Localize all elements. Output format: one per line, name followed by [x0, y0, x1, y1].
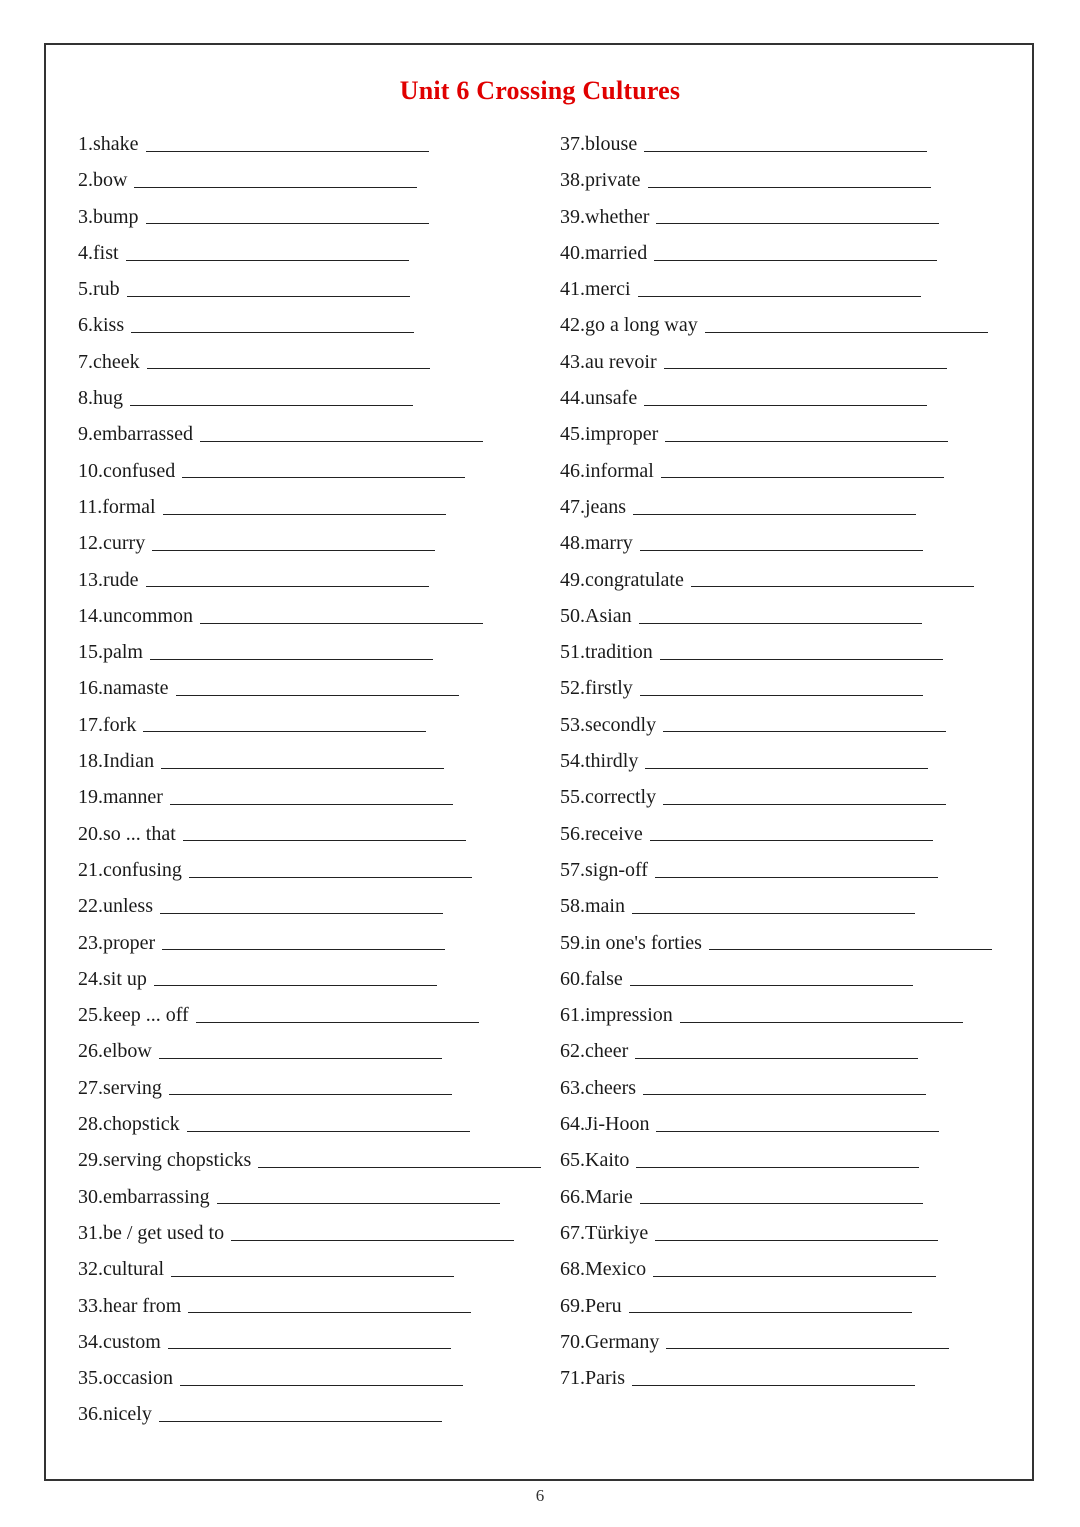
vocabulary-term: 61.impression: [560, 1004, 673, 1027]
vocabulary-item: [78, 779, 541, 815]
vocabulary-term: 64.Ji-Hoon: [560, 1113, 650, 1136]
answer-blank-line[interactable]: [126, 238, 409, 261]
vocabulary-item: [78, 162, 541, 198]
answer-blank-line[interactable]: [644, 383, 927, 406]
vocabulary-term: 68.Mexico: [560, 1258, 647, 1281]
answer-blank-line[interactable]: [680, 1000, 963, 1023]
vocabulary-term: 8.hug: [78, 387, 123, 410]
answer-blank-line[interactable]: [180, 1363, 463, 1386]
vocabulary-item: [560, 1142, 992, 1178]
answer-blank-line[interactable]: [196, 1000, 479, 1023]
vocabulary-item: [560, 380, 992, 416]
vocabulary-item: [560, 670, 992, 706]
vocabulary-item: [560, 961, 992, 997]
vocabulary-term: 31.be / get used to: [78, 1221, 225, 1244]
answer-blank-line[interactable]: [629, 1290, 912, 1313]
vocabulary-term: 11.formal: [78, 495, 156, 518]
answer-blank-line[interactable]: [663, 782, 946, 805]
vocabulary-item: [560, 525, 992, 561]
vocabulary-item: [560, 1179, 992, 1215]
vocabulary-item: [78, 1142, 541, 1178]
vocabulary-column-right: [560, 126, 992, 1396]
answer-blank-line[interactable]: [130, 383, 413, 406]
answer-blank-line[interactable]: [143, 709, 426, 732]
vocabulary-term: 1.shake: [78, 133, 139, 155]
vocabulary-item: [560, 1033, 992, 1069]
answer-blank-line[interactable]: [643, 1072, 926, 1095]
answer-blank-line[interactable]: [161, 746, 444, 769]
vocabulary-item: [560, 1251, 992, 1287]
vocabulary-item: [78, 344, 541, 380]
answer-blank-line[interactable]: [182, 455, 465, 478]
vocabulary-term: 45.improper: [560, 423, 659, 446]
vocabulary-term: 70.Germany: [560, 1330, 660, 1353]
vocabulary-item: [560, 634, 992, 670]
vocabulary-term: 71.Paris: [560, 1367, 625, 1390]
answer-blank-line[interactable]: [654, 238, 937, 261]
vocabulary-item: [560, 997, 992, 1033]
answer-blank-line[interactable]: [645, 746, 928, 769]
vocabulary-item: [78, 1251, 541, 1287]
vocabulary-item: [78, 380, 541, 416]
answer-blank-line[interactable]: [630, 963, 913, 986]
vocabulary-item: [78, 743, 541, 779]
vocabulary-item: [560, 1360, 992, 1396]
answer-blank-line[interactable]: [660, 637, 943, 660]
vocabulary-item: [78, 416, 541, 452]
vocabulary-term: 18.Indian: [78, 750, 155, 773]
vocabulary-term: 2.bow: [78, 169, 128, 192]
vocabulary-item: [560, 743, 992, 779]
answer-blank-line[interactable]: [154, 963, 437, 986]
vocabulary-term: 44.unsafe: [560, 387, 638, 410]
vocabulary-item: [78, 1179, 541, 1215]
vocabulary-term: 34.custom: [78, 1330, 161, 1353]
answer-blank-line[interactable]: [640, 528, 923, 551]
vocabulary-item: [78, 997, 541, 1033]
vocabulary-term: 60.false: [560, 967, 623, 990]
vocabulary-term: 7.cheek: [78, 350, 140, 373]
vocabulary-term: 69.Peru: [560, 1294, 622, 1317]
answer-blank-line[interactable]: [636, 1145, 919, 1168]
vocabulary-term: 67.Türkiye: [560, 1221, 649, 1244]
answer-blank-line[interactable]: [640, 1181, 923, 1204]
vocabulary-item: [78, 816, 541, 852]
vocabulary-term: 63.cheers: [560, 1076, 637, 1099]
answer-blank-line[interactable]: [162, 927, 445, 950]
vocabulary-item: [560, 271, 992, 307]
worksheet-title: Unit 6 Crossing Cultures: [399, 76, 681, 105]
vocabulary-item: [78, 271, 541, 307]
vocabulary-item: [78, 1215, 541, 1251]
vocabulary-item: [78, 562, 541, 598]
vocabulary-term: 14.uncommon: [78, 604, 193, 627]
answer-blank-line[interactable]: [150, 637, 433, 660]
vocabulary-term: 54.thirdly: [560, 750, 639, 773]
answer-blank-line[interactable]: [666, 1326, 949, 1349]
vocabulary-term: 24.sit up: [78, 967, 147, 990]
vocabulary-item: [78, 1288, 541, 1324]
vocabulary-item: [560, 307, 992, 343]
answer-blank-line[interactable]: [664, 346, 947, 369]
vocabulary-term: 37.blouse: [560, 133, 638, 155]
vocabulary-column-left: [78, 126, 541, 1433]
vocabulary-item: [78, 126, 541, 162]
answer-blank-line[interactable]: [163, 492, 446, 515]
answer-blank-line[interactable]: [665, 419, 948, 442]
answer-blank-line[interactable]: [134, 165, 417, 188]
vocabulary-item: [560, 925, 992, 961]
answer-blank-line[interactable]: [188, 1290, 471, 1313]
answer-blank-line[interactable]: [169, 1072, 452, 1095]
answer-blank-line[interactable]: [661, 455, 944, 478]
answer-blank-line[interactable]: [231, 1218, 514, 1241]
vocabulary-item: [78, 1324, 541, 1360]
answer-blank-line[interactable]: [217, 1181, 500, 1204]
answer-blank-line[interactable]: [638, 274, 921, 297]
vocabulary-term: 22.unless: [78, 895, 153, 918]
answer-blank-line[interactable]: [176, 673, 459, 696]
vocabulary-item: [560, 344, 992, 380]
answer-blank-line[interactable]: [187, 1109, 470, 1132]
answer-blank-line[interactable]: [640, 673, 923, 696]
vocabulary-item: [560, 562, 992, 598]
vocabulary-term: 62.cheer: [560, 1040, 629, 1063]
vocabulary-term: 51.tradition: [560, 641, 653, 664]
vocabulary-item: [78, 235, 541, 271]
vocabulary-term: 52.firstly: [560, 677, 633, 700]
answer-blank-line[interactable]: [146, 564, 429, 587]
vocabulary-term: 17.fork: [78, 713, 137, 736]
answer-blank-line[interactable]: [200, 419, 483, 442]
answer-blank-line[interactable]: [632, 891, 915, 914]
vocabulary-item: [560, 707, 992, 743]
vocabulary-item: [560, 489, 992, 525]
answer-blank-line[interactable]: [635, 1036, 918, 1059]
answer-blank-line[interactable]: [705, 310, 988, 333]
vocabulary-item: [560, 1215, 992, 1251]
answer-blank-line[interactable]: [146, 129, 429, 152]
vocabulary-item: [78, 1396, 541, 1432]
vocabulary-item: [78, 888, 541, 924]
vocabulary-term: 41.merci: [560, 278, 631, 301]
answer-blank-line[interactable]: [691, 564, 974, 587]
vocabulary-item: [560, 852, 992, 888]
answer-blank-line[interactable]: [131, 310, 414, 333]
vocabulary-term: 30.embarrassing: [78, 1185, 210, 1208]
vocabulary-item: [560, 1288, 992, 1324]
vocabulary-item: [78, 1360, 541, 1396]
answer-blank-line[interactable]: [189, 855, 472, 878]
answer-blank-line[interactable]: [183, 818, 466, 841]
answer-blank-line[interactable]: [146, 201, 429, 224]
vocabulary-item: [78, 453, 541, 489]
vocabulary-term: 33.hear from: [78, 1294, 182, 1317]
vocabulary-term: 3.bump: [78, 205, 139, 228]
answer-blank-line[interactable]: [639, 601, 922, 624]
answer-blank-line[interactable]: [656, 1109, 939, 1132]
answer-blank-line[interactable]: [168, 1326, 451, 1349]
vocabulary-item: [78, 634, 541, 670]
answer-blank-line[interactable]: [258, 1145, 541, 1168]
page-number: 6: [535, 1486, 545, 1505]
vocabulary-item: [78, 707, 541, 743]
vocabulary-term: 46.informal: [560, 459, 654, 482]
answer-blank-line[interactable]: [648, 165, 931, 188]
answer-blank-line[interactable]: [709, 927, 992, 950]
answer-blank-line[interactable]: [653, 1254, 936, 1277]
vocabulary-term: 58.main: [560, 895, 625, 918]
vocabulary-term: 42.go a long way: [560, 314, 698, 337]
vocabulary-item: [560, 1106, 992, 1142]
vocabulary-term: 21.confusing: [78, 858, 182, 881]
vocabulary-term: 19.manner: [78, 786, 163, 809]
vocabulary-term: 50.Asian: [560, 604, 632, 627]
vocabulary-term: 12.curry: [78, 532, 146, 555]
answer-blank-line[interactable]: [655, 1218, 938, 1241]
answer-blank-line[interactable]: [663, 709, 946, 732]
vocabulary-item: [560, 126, 992, 162]
answer-blank-line[interactable]: [160, 891, 443, 914]
vocabulary-term: 29.serving chopsticks: [78, 1149, 252, 1172]
answer-blank-line[interactable]: [171, 1254, 454, 1277]
answer-blank-line[interactable]: [152, 528, 435, 551]
vocabulary-item: [560, 598, 992, 634]
vocabulary-item: [560, 453, 992, 489]
vocabulary-term: 23.proper: [78, 931, 156, 954]
vocabulary-term: 4.fist: [78, 241, 119, 264]
vocabulary-term: 25.keep ... off: [78, 1004, 189, 1027]
vocabulary-item: [560, 416, 992, 452]
vocabulary-term: 16.namaste: [78, 677, 169, 700]
vocabulary-term: 36.nicely: [78, 1403, 152, 1426]
vocabulary-term: 15.palm: [78, 641, 143, 664]
vocabulary-term: 59.in one's forties: [560, 931, 702, 954]
vocabulary-item: [78, 1070, 541, 1106]
vocabulary-item: [78, 199, 541, 235]
answer-blank-line[interactable]: [632, 1363, 915, 1386]
vocabulary-term: 47.jeans: [560, 495, 627, 518]
vocabulary-term: 28.chopstick: [78, 1113, 180, 1136]
vocabulary-term: 48.marry: [560, 532, 633, 555]
vocabulary-item: [78, 489, 541, 525]
vocabulary-term: 5.rub: [78, 278, 120, 301]
vocabulary-term: 66.Marie: [560, 1185, 633, 1208]
vocabulary-item: [78, 598, 541, 634]
vocabulary-term: 9.embarrassed: [78, 423, 193, 446]
vocabulary-term: 43.au revoir: [560, 350, 657, 373]
vocabulary-item: [560, 779, 992, 815]
vocabulary-item: [560, 235, 992, 271]
vocabulary-term: 65.Kaito: [560, 1149, 630, 1172]
answer-blank-line[interactable]: [147, 346, 430, 369]
vocabulary-term: 49.congratulate: [560, 568, 684, 591]
vocabulary-term: 56.receive: [560, 822, 643, 845]
vocabulary-item: [560, 162, 992, 198]
answer-blank-line[interactable]: [644, 129, 927, 152]
vocabulary-term: 27.serving: [78, 1076, 162, 1099]
vocabulary-term: 20.so ... that: [78, 822, 176, 845]
vocabulary-term: 38.private: [560, 169, 641, 192]
vocabulary-item: [560, 816, 992, 852]
vocabulary-term: 6.kiss: [78, 314, 125, 337]
vocabulary-term: 40.married: [560, 241, 648, 264]
answer-blank-line[interactable]: [170, 782, 453, 805]
vocabulary-item: [560, 888, 992, 924]
vocabulary-term: 32.cultural: [78, 1258, 165, 1281]
vocabulary-term: 26.elbow: [78, 1040, 152, 1063]
answer-blank-line[interactable]: [633, 492, 916, 515]
vocabulary-term: 10.confused: [78, 459, 176, 482]
vocabulary-term: 57.sign-off: [560, 858, 648, 881]
answer-blank-line[interactable]: [159, 1399, 442, 1422]
answer-blank-line[interactable]: [127, 274, 410, 297]
vocabulary-item: [560, 199, 992, 235]
vocabulary-item: [78, 307, 541, 343]
vocabulary-item: [78, 852, 541, 888]
vocabulary-term: 13.rude: [78, 568, 139, 591]
vocabulary-item: [78, 670, 541, 706]
vocabulary-term: 55.correctly: [560, 786, 657, 809]
answer-blank-line[interactable]: [650, 818, 933, 841]
vocabulary-item: [560, 1070, 992, 1106]
answer-blank-line[interactable]: [655, 855, 938, 878]
vocabulary-item: [78, 1033, 541, 1069]
vocabulary-item: [560, 1324, 992, 1360]
answer-blank-line[interactable]: [656, 201, 939, 224]
answer-blank-line[interactable]: [159, 1036, 442, 1059]
vocabulary-term: 35.occasion: [78, 1367, 173, 1390]
vocabulary-item: [78, 961, 541, 997]
vocabulary-term: 53.secondly: [560, 713, 657, 736]
answer-blank-line[interactable]: [200, 601, 483, 624]
vocabulary-item: [78, 925, 541, 961]
vocabulary-item: [78, 1106, 541, 1142]
vocabulary-term: 39.whether: [560, 205, 650, 228]
vocabulary-item: [78, 525, 541, 561]
